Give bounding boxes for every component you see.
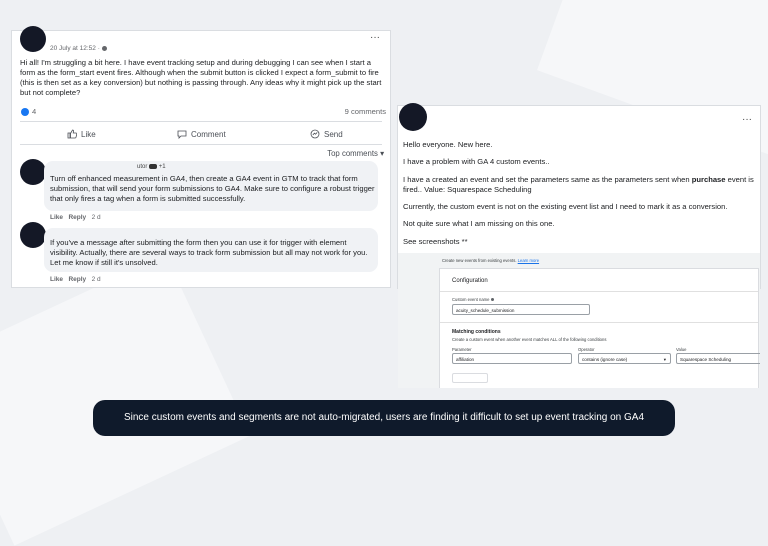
comments-count[interactable]: 9 comments (344, 107, 386, 116)
comment-time[interactable]: 2 d (91, 214, 101, 221)
post-line: Hello everyone. New here. (403, 140, 493, 149)
configuration-title: Configuration (452, 278, 488, 284)
caption-banner (93, 400, 675, 436)
post-line: Not quite sure what I am missing on this one. (403, 219, 555, 228)
more-options-icon[interactable]: ··· (370, 32, 380, 43)
caption-text: Since custom events and segments are not auto-migrated, users are finding it difficult to set up event tracking on GA4 (123, 411, 645, 423)
add-condition-button[interactable] (452, 373, 488, 383)
comment-time[interactable]: 2 d (91, 276, 101, 283)
embedded-screenshot[interactable] (398, 253, 760, 388)
configuration-panel (440, 269, 758, 388)
commenter-avatar[interactable] (20, 159, 46, 185)
divider (20, 121, 382, 122)
comment-text: If you've a message after submitting the form then you can use it for trigger with element visibility. Actually, there are several ways to track form submission but all may not work for you. Let me know if still it's unsolved. (50, 238, 368, 267)
post-line: See screenshots ** (403, 237, 468, 246)
post-body: Hi all! I'm struggling a bit here. I have event tracking setup and during debugging I can see when I start a form as the form_start event fires. Although when the submit button is clicked I expect a form_submit to fire (this is then set as a key conversion) but nothing is passing through. Any ideas why it might pick up the start but not complete? (20, 58, 382, 97)
post-timestamp[interactable]: 20 July at 12:52 · (50, 45, 107, 52)
like-button[interactable] (67, 129, 96, 139)
value-label: Value (676, 347, 687, 352)
post-line: I have a created an event and set the parameters same as the parameters sent when purchase event is fired.. Value: Squarespace Scheduling (403, 175, 754, 194)
top-comments-sort[interactable]: Top comments ▾ (327, 149, 384, 158)
top-contributor-badge: utor +1 (137, 164, 166, 171)
avatar[interactable] (399, 103, 427, 131)
messenger-icon (310, 129, 320, 139)
send-button[interactable] (310, 129, 343, 139)
avatar[interactable] (20, 26, 46, 52)
comment-actions (50, 214, 101, 221)
chevron-down-icon: ▾ (380, 149, 384, 158)
divider (20, 144, 382, 145)
comment-label: Comment (191, 129, 226, 139)
help-icon (491, 298, 495, 302)
comment-like-button[interactable]: Like (50, 276, 64, 283)
comment-icon (177, 129, 187, 139)
facebook-post-left (12, 31, 390, 287)
operator-select[interactable]: contains (ignore case) ▾ (578, 353, 671, 364)
thumbs-up-icon (67, 129, 77, 139)
custom-event-name-label: Custom event name (452, 297, 494, 302)
operator-label: Operator (578, 347, 595, 352)
create-events-hint: Create new events from existing events. Learn more (442, 258, 540, 263)
comment-reply-button[interactable]: Reply (68, 276, 87, 283)
comment-text: Turn off enhanced measurement in GA4, then create a GA4 event in GTM to track that form submission, that will send your form submissions to GA4. Make sure to configure a robust trigger that only fires a tag when a form is submitted successfully. (50, 174, 375, 203)
custom-event-name-input[interactable]: acuity_schedule_submission (452, 304, 590, 315)
globe-icon (102, 46, 107, 51)
comment-like-button[interactable]: Like (50, 214, 64, 221)
divider (440, 322, 758, 323)
more-options-icon[interactable]: ··· (742, 114, 752, 125)
send-label: Send (324, 129, 343, 139)
comment-button[interactable] (177, 129, 226, 139)
divider (440, 291, 758, 292)
learn-more-link[interactable]: Learn more (517, 258, 540, 263)
badge-icon (149, 164, 157, 169)
like-label: Like (81, 129, 96, 139)
like-reaction-icon[interactable] (21, 108, 29, 116)
reaction-count[interactable]: 4 (32, 107, 37, 116)
commenter-avatar[interactable] (20, 222, 46, 248)
dropdown-arrow-icon: ▾ (663, 357, 666, 362)
value-input[interactable]: Squarespace Scheduling (676, 353, 760, 364)
matching-conditions-desc: Create a custom event when another event matches ALL of the following conditions (452, 337, 607, 342)
comment-actions (50, 276, 101, 283)
parameter-label: Parameter (452, 347, 472, 352)
comment-reply-button[interactable]: Reply (68, 214, 87, 221)
post-line: I have a problem with GA 4 custom events.. (403, 157, 550, 166)
post-line: Currently, the custom event is not on the existing event list and I need to mark it as a conversion. (403, 202, 728, 211)
parameter-input[interactable]: affiliation (452, 353, 572, 364)
matching-conditions-title: Matching conditions (452, 329, 501, 335)
